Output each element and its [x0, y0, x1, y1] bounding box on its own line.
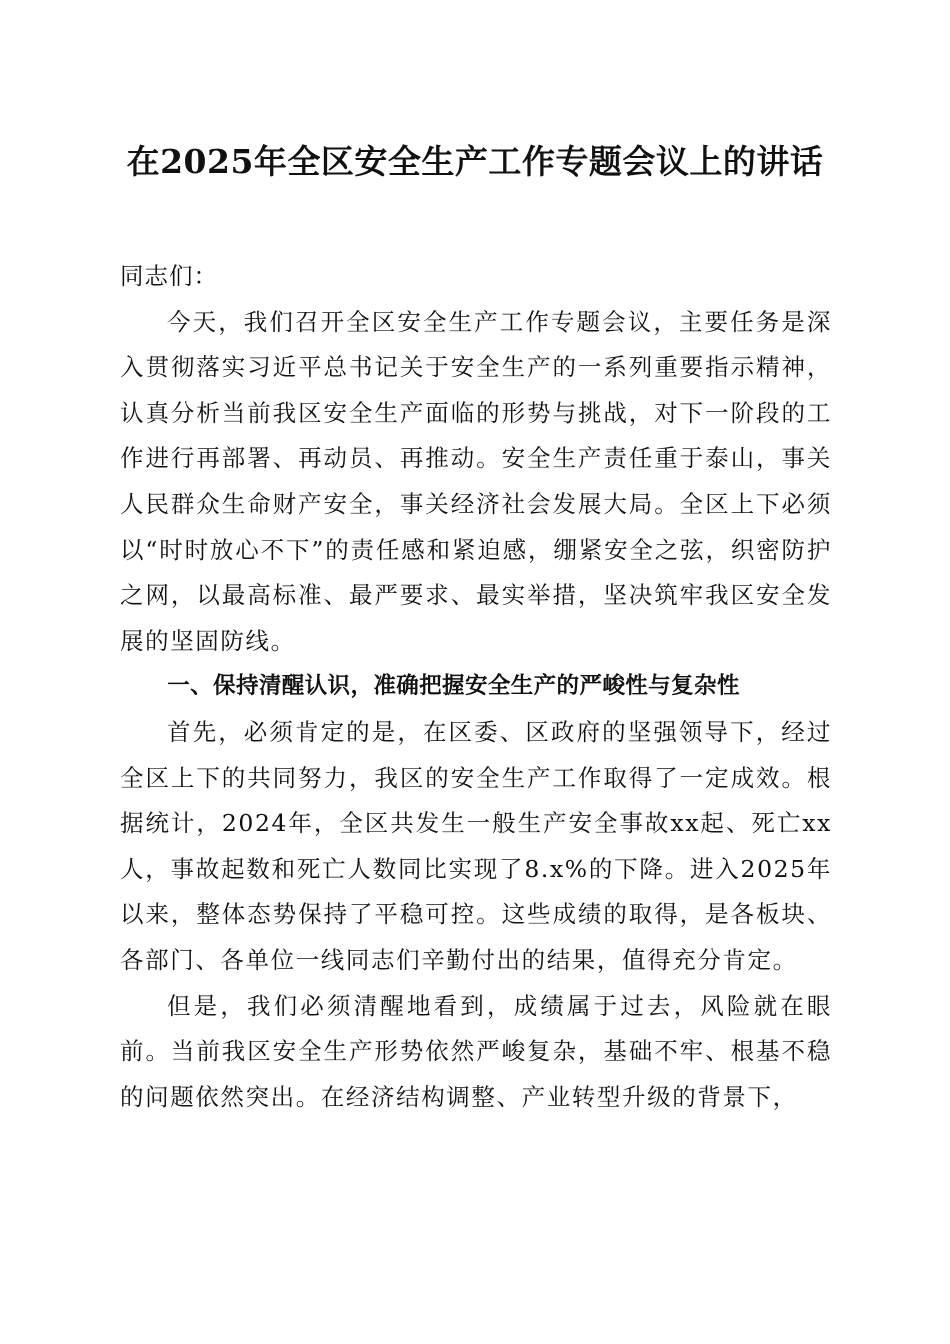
salutation: 同志们： [120, 262, 218, 290]
document-title: 在2025年全区安全生产工作专题会议上的讲话 [126, 142, 824, 181]
paragraph-intro: 今天，我们召开全区安全生产工作专题会议，主要任务是深入贯彻落实习近平总书记关于安全生产的一系列重要指示精神，认真分析当前我区安全生产面临的形势与挑战，对下一阶段的工作进行再部署、再动员、再推动。安全生产责任重于泰山，事关人民群众生命财产安全，事关经济社会发展大局。全区上下必须以“时时放心不下”的责任感和紧迫感，绷紧安全之弦，织密防护之网，以最高标准、最严要求、最实举措，坚决筑牢我区安全发展的坚固防线。 [120, 307, 832, 655]
section-heading-1: 一、保持清醒认识，准确把握安全生产的严峻性与复杂性 [167, 673, 740, 700]
document-body [120, 254, 832, 1120]
paragraph-risks: 但是，我们必须清醒地看到，成绩属于过去，风险就在眼前。当前我区安全生产形势依然严峻复杂，基础不牢、根基不稳的问题依然突出。在经济结构调整、产业转型升级的背景下， [120, 991, 832, 1111]
paragraph-achievements: 首先，必须肯定的是，在区委、区政府的坚强领导下，经过全区上下的共同努力，我区的安全生产工作取得了一定成效。根据统计，2024年，全区共发生一般生产安全事故xx起、死亡xx人，事故起数和死亡人数同比实现了8.x%的下降。进入2025年以来，整体态势保持了平稳可控。这些成绩的取得，是各板块、各部门、各单位一线同志们辛勤付出的结果，值得充分肯定。 [120, 717, 832, 974]
